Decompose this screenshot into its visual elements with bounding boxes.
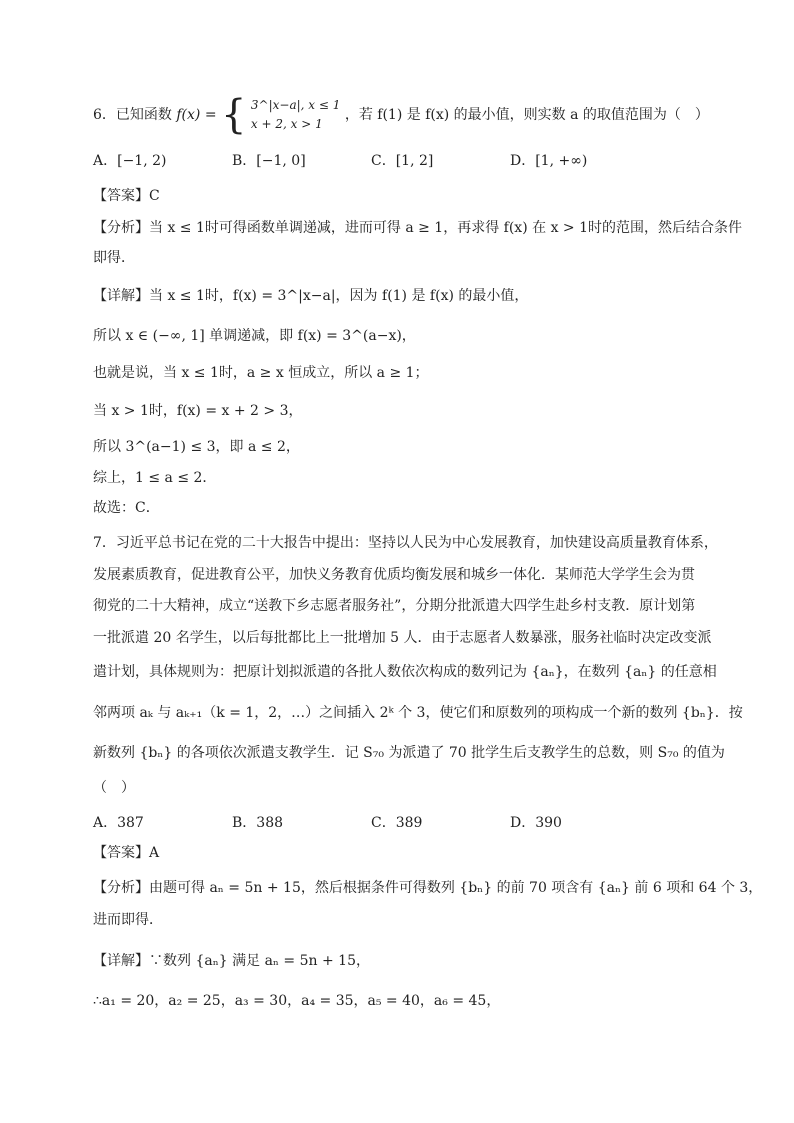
q6-answer: 【答案】C [93,188,160,204]
q6-analysis-line-1: 【分析】当 x ≤ 1时可得函数单调递减，进而可得 a ≥ 1，再求得 f(x) 在 x > 1时的范围，然后结合条件 [93,220,743,236]
q6-stem-prefix: 6．已知函数 [93,107,172,123]
q6-detail-line-6: 综上，1 ≤ a ≤ 2． [93,470,217,486]
q7-detail-line-1: 【详解】∵数列 {aₙ} 满足 aₙ = 5n + 15， [93,953,370,969]
q6-stem-suffix: ，若 f(1) 是 f(x) 的最小值，则实数 a 的取值范围为（ ） [344,107,709,123]
q7-stem-line-3: 彻党的二十大精神，成立“送教下乡志愿者服务社”，分期分批派遣大四学生赴乡村支教．原计划第 [93,598,696,614]
q7-analysis-line-2: 进而即得． [93,912,163,928]
q7-stem-line-5: 遣计划，具体规则为：把原计划拟派遣的各批人数依次构成的数列记为 {aₙ}，在数列 {aₙ} 的任意相 [93,664,717,680]
q7-analysis-line-1: 【分析】由题可得 aₙ = 5n + 15，然后根据条件可得数列 {bₙ} 的前 70 项含有 {aₙ} 前 6 项和 64 个 3， [93,880,763,896]
q6-function-name: f(x) = [176,107,217,123]
q6-detail-line-2: 所以 x ∈ (−∞, 1] 单调递减，即 f(x) = 3^(a−x)， [93,328,416,344]
q6-option-c: C．[1, 2] [371,153,434,169]
q6-option-b: B．[−1, 0] [232,153,306,169]
q6-choice: 故选：C． [93,500,160,516]
q6-analysis-line-2: 即得． [93,250,135,266]
q7-stem-line-7: 新数列 {bₙ} 的各项依次派遣支教学生．记 S₇₀ 为派遣了 70 批学生后支教学生的总数，则 S₇₀ 的值为 [93,745,725,761]
q6-detail-line-5: 所以 3^(a−1) ≤ 3，即 a ≤ 2， [93,439,300,455]
piecewise-case-2: x + 2, x > 1 [250,117,323,131]
piecewise-cases [251,96,340,134]
piecewise-case-1: 3^|x−a|, x ≤ 1 [250,98,341,112]
q7-option-b: B．388 [232,815,284,831]
q7-option-c: C．389 [371,815,423,831]
q6-option-a: A．[−1, 2) [93,153,167,169]
q7-stem-line-8: （ ） [93,780,135,796]
q7-answer: 【答案】A [93,845,160,861]
q7-stem-line-1: 7．习近平总书记在党的二十大报告中提出：坚持以人民为中心发展教育，加快建设高质量教育体系， [93,535,718,551]
q6-option-d: D．[1, +∞) [510,153,588,169]
question-6-stem [93,92,709,138]
q7-stem-line-4: 一批派遣 20 名学生，以后每批都比上一批增加 5 人．由于志愿者人数暴涨，服务社临时决定改变派 [93,630,712,646]
q6-detail-line-3: 也就是说，当 x ≤ 1时，a ≥ x 恒成立，所以 a ≥ 1； [93,365,429,381]
q7-option-a: A．387 [93,815,144,831]
piecewise-brace: { [221,92,247,138]
q7-stem-line-2: 发展素质教育，促进教育公平，加快义务教育优质均衡发展和城乡一体化．某师范大学学生会为贯 [93,567,695,583]
q7-option-d: D．390 [510,815,562,831]
q7-stem-line-6: 邻两项 aₖ 与 aₖ₊₁（k = 1，2，…）之间插入 2ᵏ 个 3，使它们和原数列的项构成一个新的数列 {bₙ}．按 [93,705,743,721]
q6-detail-line-4: 当 x > 1时，f(x) = x + 2 > 3， [93,403,303,419]
q7-detail-line-2: ∴a₁ = 20，a₂ = 25，a₃ = 30，a₄ = 35，a₅ = 40，a₆ = 45， [93,993,501,1009]
q6-detail-line-1: 【详解】当 x ≤ 1时，f(x) = 3^|x−a|，因为 f(1) 是 f(x) 的最小值， [93,288,529,304]
